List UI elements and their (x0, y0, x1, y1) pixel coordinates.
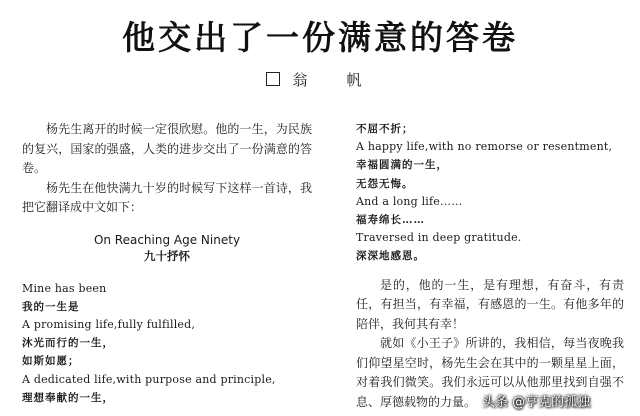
left-paragraph-2: 杨先生在他快满九十岁的时候写下这样一首诗，我把它翻译成中文如下： (22, 180, 312, 214)
poem-line: 如斯如愿； (22, 355, 80, 368)
author-line (0, 70, 640, 90)
poem-title-chinese: 九十抒怀 (144, 248, 190, 263)
poem-line: 无怨无悔。 (356, 177, 414, 190)
right-column (356, 120, 624, 412)
poem-line: 沐光而行的一生， (22, 337, 114, 350)
poem-line: A promising life,fully fulfilled, (22, 317, 196, 331)
right-paragraph-2: 就如《小王子》所讲的，我相信，每当夜晚我们仰望星空时，杨先生会在其中的一颗星星上面，对着我们微笑。我们永远可以从他那里找到自强不息、厚德载物的力量。 (356, 336, 624, 409)
poem-line: And a long life…… (356, 194, 463, 208)
poem-line: 福寿绵长…… (356, 214, 425, 227)
poem-line: 理想奉献的一生， (22, 391, 114, 404)
article-title: 他交出了一份满意的答卷 (122, 18, 518, 57)
watermark-label: 头条 @亨克的孤独 (482, 395, 591, 410)
author-name: 翁 帆 (292, 71, 374, 89)
poem-line: 幸福圆满的一生， (356, 159, 448, 172)
poem-line: 深深地感恩。 (356, 250, 425, 263)
poem-line: 我的一生是 (22, 300, 80, 313)
left-column (22, 120, 312, 407)
right-paragraph-1: 是的，他的一生，是有理想，有奋斗，有责任，有担当，有幸福，有感恩的一生。有他多年的陪伴，我何其有幸！ (356, 277, 624, 331)
author-box-icon (266, 72, 280, 86)
poem-title-english: On Reaching Age Ninety (93, 232, 241, 247)
poem-line: A dedicated life,with purpose and principle, (22, 372, 276, 386)
poem-line: A happy life,with no remorse or resentment, (356, 140, 613, 154)
poem-lines-right (356, 120, 624, 266)
left-paragraph-1: 杨先生离开的时候一定很欣慰。他的一生，为民族的复兴，国家的强盛，人类的进步交出了一份满意的答卷。 (22, 122, 312, 175)
poem-line: Traversed in deep gratitude. (356, 231, 522, 245)
poem-line: 不屈不折； (356, 123, 414, 135)
poem-lines-left (22, 280, 312, 407)
poem-line: Mine has been (22, 281, 107, 295)
